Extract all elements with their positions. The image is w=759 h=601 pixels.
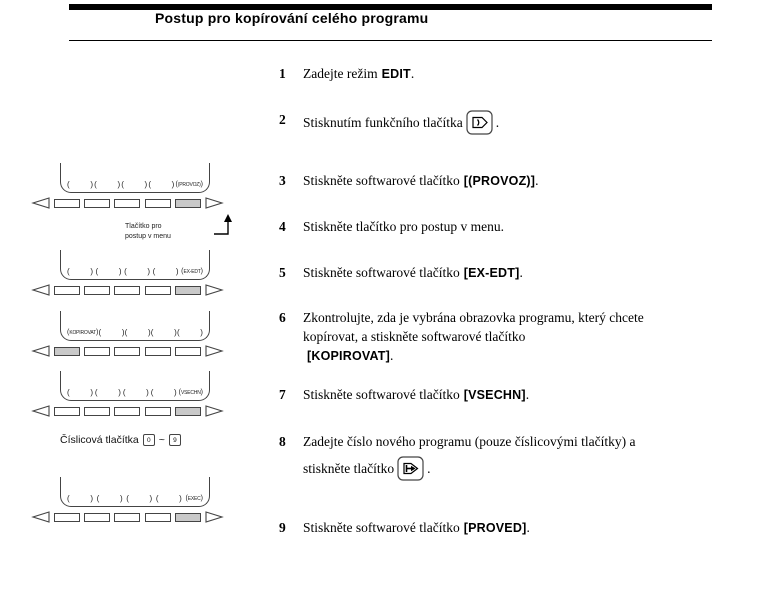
softkey-row <box>30 511 225 523</box>
screen-bottom-edge <box>60 371 210 401</box>
step-text: Stiskněte softwarové tlačítko [EX-EDT]. <box>303 265 523 280</box>
step-text: Stiskněte softwarové tlačítko [(PROVOZ)]. <box>303 173 539 188</box>
menu-left-arrow-icon <box>30 511 50 523</box>
softkey-label-empty: ( ) <box>67 180 93 189</box>
softkey-button <box>114 286 140 295</box>
screen-bottom-edge <box>60 163 210 193</box>
softkey-name-ex-edt: [EX-EDT] <box>463 266 520 280</box>
softkey-row <box>30 405 225 417</box>
step-number: 5 <box>279 265 286 280</box>
screen-bottom-edge <box>60 250 210 280</box>
menu-right-arrow-icon <box>205 197 225 209</box>
softkey-label-empty: ( ) <box>124 267 151 276</box>
step-item-7 <box>279 385 749 405</box>
softkey-button <box>84 407 110 416</box>
softkey-button-pressed <box>175 199 201 208</box>
step-number: 3 <box>279 173 286 188</box>
keycap-9: 9 <box>169 434 181 446</box>
step-item-9 <box>279 518 749 538</box>
softkey-button <box>114 199 140 208</box>
softkey-label-empty: ( ) <box>95 267 122 276</box>
menu-left-arrow-icon <box>30 284 50 296</box>
softkey-button <box>84 199 110 208</box>
step-text: Stiskněte softwarové tlačítko [VSECHN]. <box>303 387 530 402</box>
screen-bottom-edge <box>60 311 210 341</box>
softkey-button <box>84 347 110 356</box>
menu-right-arrow-icon <box>205 345 225 357</box>
softkey-button-pressed <box>54 347 80 356</box>
menu-right-arrow-icon <box>205 405 225 417</box>
softkey-label-empty: ( ) <box>98 328 125 337</box>
input-key-icon <box>397 456 424 481</box>
softkey-button <box>54 513 80 522</box>
softkey-name-kopirovat: [KOPIROVAT] <box>307 349 390 363</box>
softkey-label-empty: ( ) <box>124 328 151 337</box>
softkey-name-vsechn: [VSECHN] <box>463 388 526 402</box>
header-rule-thin <box>69 40 712 41</box>
softkey-button <box>145 513 171 522</box>
softkey-label-empty: ( ) <box>67 388 93 397</box>
softkey-label-empty: ( ) <box>155 494 182 503</box>
step-text: Stiskněte softwarové tlačítko [PROVED]. <box>303 520 530 535</box>
step-number: 6 <box>279 310 286 325</box>
softkey-button-pressed <box>175 513 201 522</box>
step-text: Stisknutím funkčního tlačítka . <box>303 110 749 135</box>
step-number: 2 <box>279 112 286 127</box>
softkey-label-empty: ( ) <box>67 267 93 276</box>
softkey-button <box>114 513 140 522</box>
softkey-panel-figure-1 <box>30 163 225 209</box>
keycap-0: 0 <box>143 434 155 446</box>
menu-key-annotation-line1: Tlačítko pro <box>125 223 162 230</box>
numeric-keys-note <box>60 434 181 446</box>
softkey-label-empty: ( ) <box>94 180 121 189</box>
softkey-label-empty: ( ) <box>67 494 93 503</box>
step-item-8 <box>279 432 749 481</box>
softkey-name-provoz: [(PROVOZ)] <box>463 174 536 188</box>
softkey-panel-figure-2 <box>30 250 225 296</box>
step-item-4 <box>279 217 749 236</box>
softkey-row <box>30 345 225 357</box>
step-text: Zadejte číslo nového programu (pouze číslicovými tlačítky) a stiskněte tlačítko . <box>303 432 749 481</box>
softkey-label: ( KOPIROVAT ) <box>67 329 99 336</box>
step-item-1 <box>279 64 749 84</box>
softkey-label: ( (PROVOZ) ) <box>175 181 203 188</box>
menu-key-annotation-line2: postup v menu <box>125 233 171 240</box>
softkey-button <box>145 347 171 356</box>
softkey-label-empty: ( ) <box>152 267 179 276</box>
softkey-label-empty: ( ) <box>150 328 177 337</box>
step-text: Zadejte režim EDIT. <box>303 66 415 81</box>
menu-right-arrow-icon <box>205 284 225 296</box>
softkey-label: ( EX-EDT ) <box>181 268 203 275</box>
softkey-button-pressed <box>175 407 201 416</box>
softkey-label-empty: ( ) <box>148 180 175 189</box>
softkey-button <box>114 347 140 356</box>
softkey-panel-figure-4 <box>30 371 225 417</box>
step-number: 8 <box>279 434 286 449</box>
menu-left-arrow-icon <box>30 197 50 209</box>
step-item-5 <box>279 263 749 283</box>
softkey-label: ( VSECHN ) <box>178 389 203 396</box>
step-item-3 <box>279 171 749 191</box>
function-menu-key-icon <box>466 110 493 135</box>
softkey-label-empty: ( ) <box>96 494 123 503</box>
softkey-button <box>84 286 110 295</box>
softkey-label-empty: ( ) <box>176 328 203 337</box>
softkey-panel-figure-5 <box>30 477 225 523</box>
step-text: Stiskněte tlačítko pro postup v menu. <box>303 219 504 234</box>
step-text: Zkontrolujte, zda je vybrána obrazovka programu, který chcete kopírovat, a stiskněte softwarové tlačítko [KOPIROVAT]. <box>303 310 644 363</box>
menu-key-annotation <box>125 222 195 242</box>
menu-right-arrow-icon <box>205 511 225 523</box>
softkey-button <box>54 286 80 295</box>
step-item-6 <box>279 308 749 366</box>
softkey-button-pressed <box>175 286 201 295</box>
softkey-button <box>114 407 140 416</box>
softkey-name-proved: [PROVED] <box>463 521 527 535</box>
softkey-button <box>175 347 201 356</box>
menu-key-pointer-arrow-icon <box>212 213 238 237</box>
key-name-edit: EDIT <box>381 67 411 81</box>
softkey-label-empty: ( ) <box>126 494 153 503</box>
menu-left-arrow-icon <box>30 405 50 417</box>
numeric-keys-label: Číslicová tlačítka <box>60 434 139 446</box>
softkey-button <box>145 407 171 416</box>
softkey-button <box>145 286 171 295</box>
softkey-label-empty: ( ) <box>121 180 148 189</box>
softkey-row <box>30 197 225 209</box>
softkey-label-empty: ( ) <box>122 388 149 397</box>
softkey-label: ( EXEC ) <box>185 495 203 502</box>
softkey-button <box>84 513 110 522</box>
softkey-panel-figure-3 <box>30 311 225 357</box>
step-number: 7 <box>279 387 286 402</box>
softkey-button <box>145 199 171 208</box>
screen-bottom-edge <box>60 477 210 507</box>
softkey-button <box>54 407 80 416</box>
softkey-label-empty: ( ) <box>150 388 177 397</box>
softkey-row <box>30 284 225 296</box>
softkey-label-empty: ( ) <box>94 388 121 397</box>
step-item-2 <box>279 110 749 135</box>
menu-left-arrow-icon <box>30 345 50 357</box>
step-number: 1 <box>279 66 286 81</box>
tilde-separator: ~ <box>158 434 165 446</box>
page-title: Postup pro kopírování celého programu <box>155 10 429 26</box>
softkey-button <box>54 199 80 208</box>
step-number: 4 <box>279 219 286 234</box>
step-number: 9 <box>279 520 286 535</box>
